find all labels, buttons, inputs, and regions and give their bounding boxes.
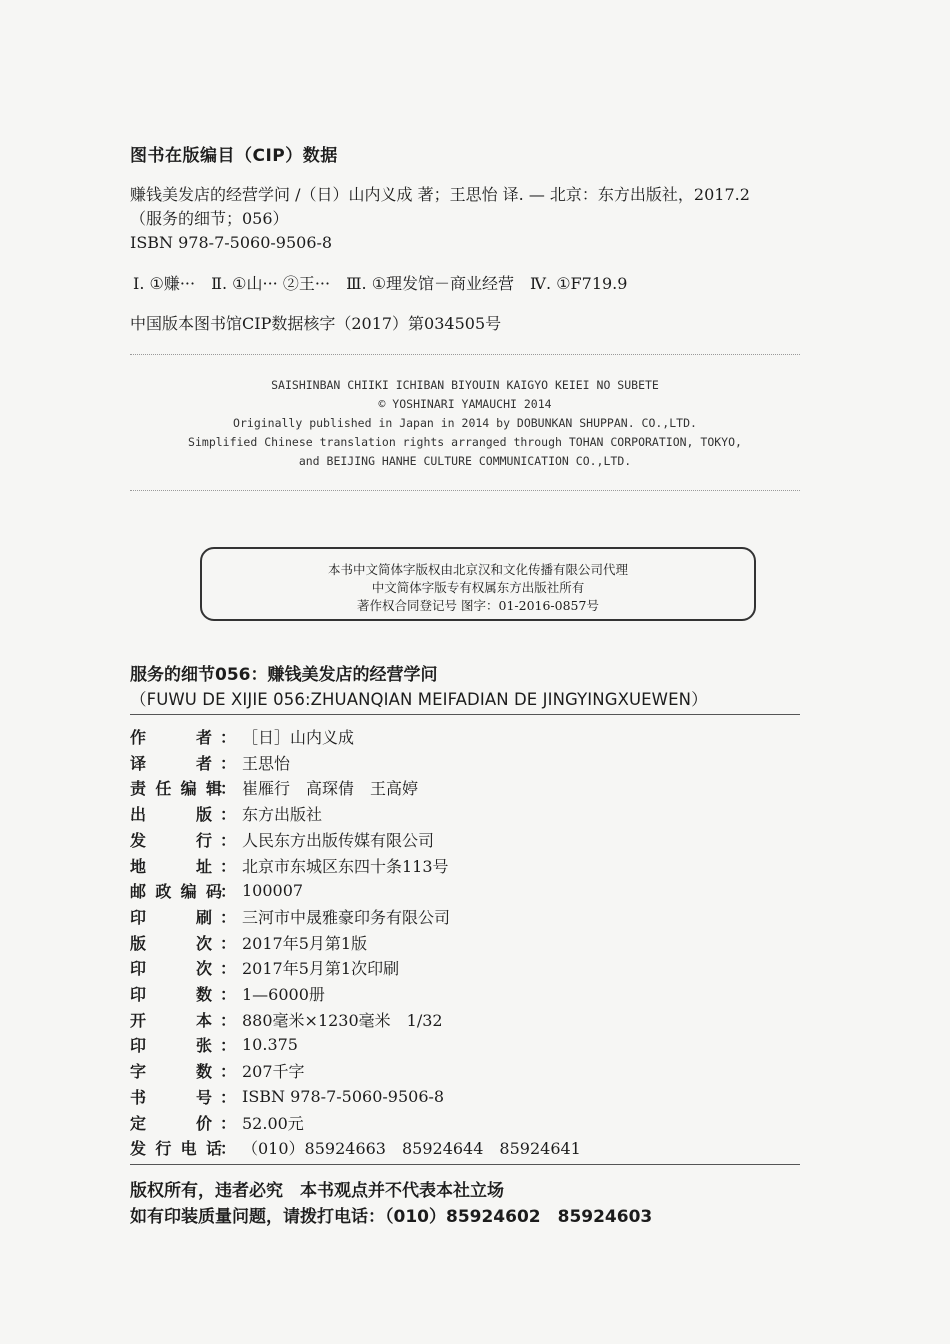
detail-colon: ： xyxy=(220,856,237,876)
detail-label: 地 址 xyxy=(130,856,212,876)
detail-label: 定 价 xyxy=(130,1113,212,1133)
detail-label: 书 号 xyxy=(130,1087,212,1107)
dotted-divider xyxy=(130,354,800,355)
publication-detail-row xyxy=(130,1007,443,1032)
publication-detail-row xyxy=(130,1135,581,1160)
original-title-line: SAISHINBAN CHIIKI ICHIBAN BIYOUIN KAIGYO KEIEI NO SUBETE xyxy=(271,378,659,392)
divider xyxy=(130,1164,800,1165)
detail-value: 10.375 xyxy=(242,1035,298,1055)
detail-value: 三河市中晟雅豪印务有限公司 xyxy=(242,907,451,927)
detail-value: ISBN 978-7-5060-9506-8 xyxy=(242,1086,445,1106)
original-publisher-line: Originally published in Japan in 2014 by DOBUNKAN SHUPPAN. CO.,LTD. xyxy=(233,416,697,430)
detail-value: （010）85924663 85924644 85924641 xyxy=(242,1139,581,1159)
detail-colon: ： xyxy=(220,779,237,799)
cip-bibliographic-line: 赚钱美发店的经营学问 /（日）山内义成 著；王思怡 译. — 北京：东方出版社，2017.2 xyxy=(130,185,750,204)
detail-label: 字 数 xyxy=(130,1062,212,1082)
detail-colon: ： xyxy=(220,753,237,773)
detail-value: ［日］山内义成 xyxy=(242,728,355,747)
detail-value: 人民东方出版传媒有限公司 xyxy=(242,830,435,850)
publication-detail-row xyxy=(130,904,450,929)
publication-detail-row xyxy=(130,955,399,980)
detail-colon: ： xyxy=(220,985,237,1004)
publication-detail-row xyxy=(130,1058,305,1083)
publication-detail-row xyxy=(130,878,303,903)
cip-series-line: （服务的细节；056） xyxy=(130,209,289,228)
detail-label: 印 张 xyxy=(130,1036,212,1056)
book-title: 服务的细节056：赚钱美发店的经营学问 xyxy=(130,665,438,685)
detail-label: 印 数 xyxy=(130,985,212,1004)
book-title-pinyin: （FUWU DE XIJIE 056:ZHUANQIAN MEIFADIAN DE JINGYINGXUEWEN） xyxy=(130,690,708,709)
publication-detail-row xyxy=(130,1084,444,1109)
detail-value: 207千字 xyxy=(242,1062,305,1082)
detail-label: 邮 政 编 码 xyxy=(130,882,222,902)
cip-classification: Ⅰ. ①赚··· Ⅱ. ①山··· ②王··· Ⅲ. ①理发馆－商业经营 Ⅳ. ①F719.9 xyxy=(133,274,628,293)
publication-detail-row xyxy=(130,801,322,826)
detail-label: 开 本 xyxy=(130,1010,212,1030)
rights-notice-line: 中文简体字版专有权属东方出版社所有 xyxy=(371,580,585,595)
publication-detail-row xyxy=(130,1110,304,1135)
dotted-divider xyxy=(130,490,800,491)
detail-colon: ： xyxy=(220,1010,237,1030)
rights-reserved-notice: 版权所有，违者必究 本书观点并不代表本社立场 xyxy=(130,1181,504,1201)
publication-detail-row xyxy=(130,930,367,955)
divider xyxy=(130,714,800,715)
cip-verification-number: 中国版本图书馆CIP数据核字（2017）第034505号 xyxy=(130,314,502,333)
detail-value: 2017年5月第1版 xyxy=(242,933,368,953)
quality-contact-notice: 如有印装质量问题，请拨打电话：（010）85924602 85924603 xyxy=(130,1207,653,1227)
publication-detail-row xyxy=(130,750,290,775)
detail-label: 译 者 xyxy=(130,753,212,773)
detail-colon: ： xyxy=(220,830,237,850)
translation-rights-line: Simplified Chinese translation rights arranged through TOHAN CORPORATION, TOKYO, xyxy=(188,435,742,449)
translation-agency-line: and BEIJING HANHE CULTURE COMMUNICATION CO.,LTD. xyxy=(298,454,632,468)
detail-colon: ： xyxy=(220,728,237,747)
detail-value: 1—6000册 xyxy=(242,985,325,1004)
detail-label: 发 行 电 话 xyxy=(130,1139,222,1159)
detail-value: 52.00元 xyxy=(242,1113,304,1133)
detail-colon: ： xyxy=(220,959,237,979)
detail-label: 发 行 xyxy=(130,830,212,850)
copyright-line: © YOSHINARI YAMAUCHI 2014 xyxy=(378,397,552,411)
detail-colon: ： xyxy=(220,933,237,953)
detail-value: 王思怡 xyxy=(242,753,291,773)
detail-label: 出 版 xyxy=(130,805,212,825)
detail-colon: ： xyxy=(220,1139,237,1159)
publication-detail-row xyxy=(130,724,354,749)
cip-heading: 图书在版编目（CIP）数据 xyxy=(130,146,338,166)
detail-value: 东方出版社 xyxy=(242,805,323,825)
detail-value: 崔雁行 高琛倩 王高婷 xyxy=(242,779,419,799)
detail-value: 100007 xyxy=(242,881,304,901)
rights-notice-line: 本书中文简体字版权由北京汉和文化传播有限公司代理 xyxy=(327,562,628,577)
detail-value: 880毫米×1230毫米 1/32 xyxy=(242,1010,443,1030)
publication-detail-row xyxy=(130,1032,298,1057)
detail-colon: ： xyxy=(220,1087,237,1107)
contract-registration-line: 著作权合同登记号 图字：01-2016-0857号 xyxy=(357,598,599,613)
detail-colon: ： xyxy=(220,1062,237,1082)
detail-colon: ： xyxy=(220,1036,237,1056)
publication-detail-row xyxy=(130,827,434,852)
detail-colon: ： xyxy=(220,882,237,902)
detail-label: 作 者 xyxy=(130,728,212,747)
publication-detail-row xyxy=(130,853,449,878)
detail-value: 2017年5月第1次印刷 xyxy=(242,959,400,979)
cip-isbn-line: ISBN 978-7-5060-9506-8 xyxy=(130,233,333,252)
detail-label: 版 次 xyxy=(130,933,212,953)
detail-colon: ： xyxy=(220,907,237,927)
detail-label: 责 任 编 辑 xyxy=(130,779,222,799)
detail-label: 印 刷 xyxy=(130,907,212,927)
publication-detail-row xyxy=(130,981,325,1006)
detail-value: 北京市东城区东四十条113号 xyxy=(242,856,449,876)
detail-label: 印 次 xyxy=(130,959,212,979)
detail-colon: ： xyxy=(220,805,237,825)
publication-detail-row xyxy=(130,775,418,800)
detail-colon: ： xyxy=(220,1113,237,1133)
